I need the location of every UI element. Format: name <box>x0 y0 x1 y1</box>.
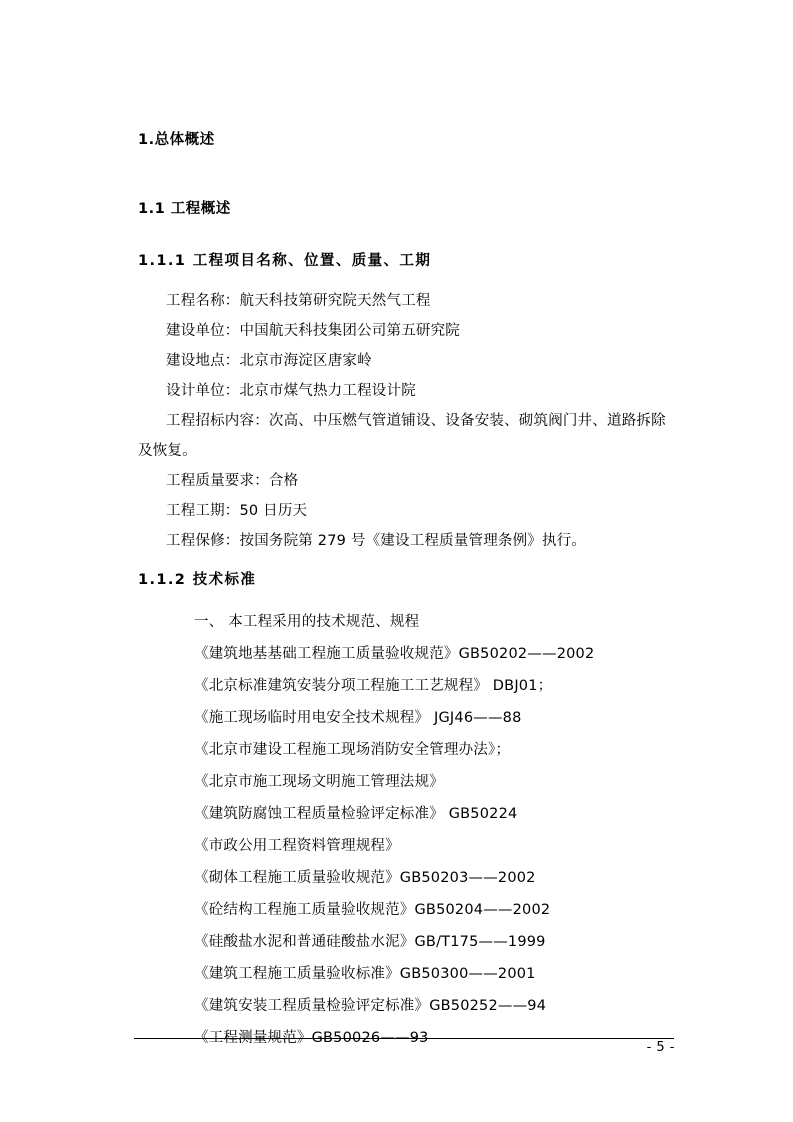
spacer <box>138 149 673 201</box>
standard-line: 《砌体工程施工质量验收规范》GB50203——2002 <box>194 869 536 886</box>
warranty: 工程保修：按国务院第 279 号《建设工程质量管理条例》执行。 <box>166 533 587 550</box>
project-info-line: 设计单位：北京市煤气热力工程设计院 <box>166 383 416 400</box>
footer-divider <box>134 1038 674 1039</box>
standard-line: 《北京市施工现场文明施工管理法规》 <box>194 773 444 790</box>
project-info-line: 建设地点：北京市海淀区唐家岭 <box>166 353 372 370</box>
standards-intro: 一、 本工程采用的技术规范、规程 <box>194 613 420 630</box>
standard-line: 《硅酸盐水泥和普通硅酸盐水泥》GB/T175——1999 <box>194 933 546 950</box>
standard-line: 《建筑防腐蚀工程质量检验评定标准》 GB50224 <box>194 805 518 822</box>
quality-requirement: 工程质量要求：合格 <box>166 473 299 490</box>
section-title: 1.总体概述 <box>138 132 215 148</box>
standard-line: 《建筑地基基础工程施工质量验收规范》GB50202——2002 <box>194 645 595 662</box>
standard-line: 《工程测量规范》GB50026——93 <box>194 1029 429 1046</box>
standard-line: 《北京标准建筑安装分项工程施工工艺规程》 DBJ01； <box>194 677 553 694</box>
standard-line: 《建筑安装工程质量检验评定标准》GB50252——94 <box>194 997 547 1014</box>
spacer <box>138 219 673 253</box>
standard-line: 《市政公用工程资料管理规程》 <box>194 837 400 854</box>
spacer <box>138 270 673 286</box>
standard-line: 《施工现场临时用电安全技术规程》 JGJ46——88 <box>194 709 522 726</box>
item-1-title: 1.1.1 工程项目名称、位置、质量、工期 <box>138 252 432 269</box>
spacer <box>138 590 673 606</box>
page-number: - 5 - <box>646 1040 675 1055</box>
standard-line: 《砼结构工程施工质量验收规范》GB50204——2002 <box>194 901 551 918</box>
duration: 工程工期：50 日历天 <box>166 503 308 520</box>
tender-scope: 工程招标内容：次高、中压燃气管道铺设、设备安装、砌筑阀门井、道路拆除及恢复。 <box>138 413 666 460</box>
project-info-line: 工程名称：航天科技第研究院天然气工程 <box>166 293 431 310</box>
spacer <box>138 556 673 572</box>
standard-line: 《北京市建设工程施工现场消防安全管理办法》； <box>194 741 511 758</box>
subsection-title: 1.1 工程概述 <box>138 201 231 218</box>
item-2-title: 1.1.2 技术标准 <box>138 572 257 589</box>
project-info-line: 建设单位：中国航天科技集团公司第五研究院 <box>166 323 460 340</box>
standard-line: 《建筑工程施工质量验收标准》GB50300——2001 <box>194 965 536 982</box>
document-body <box>138 132 673 1054</box>
